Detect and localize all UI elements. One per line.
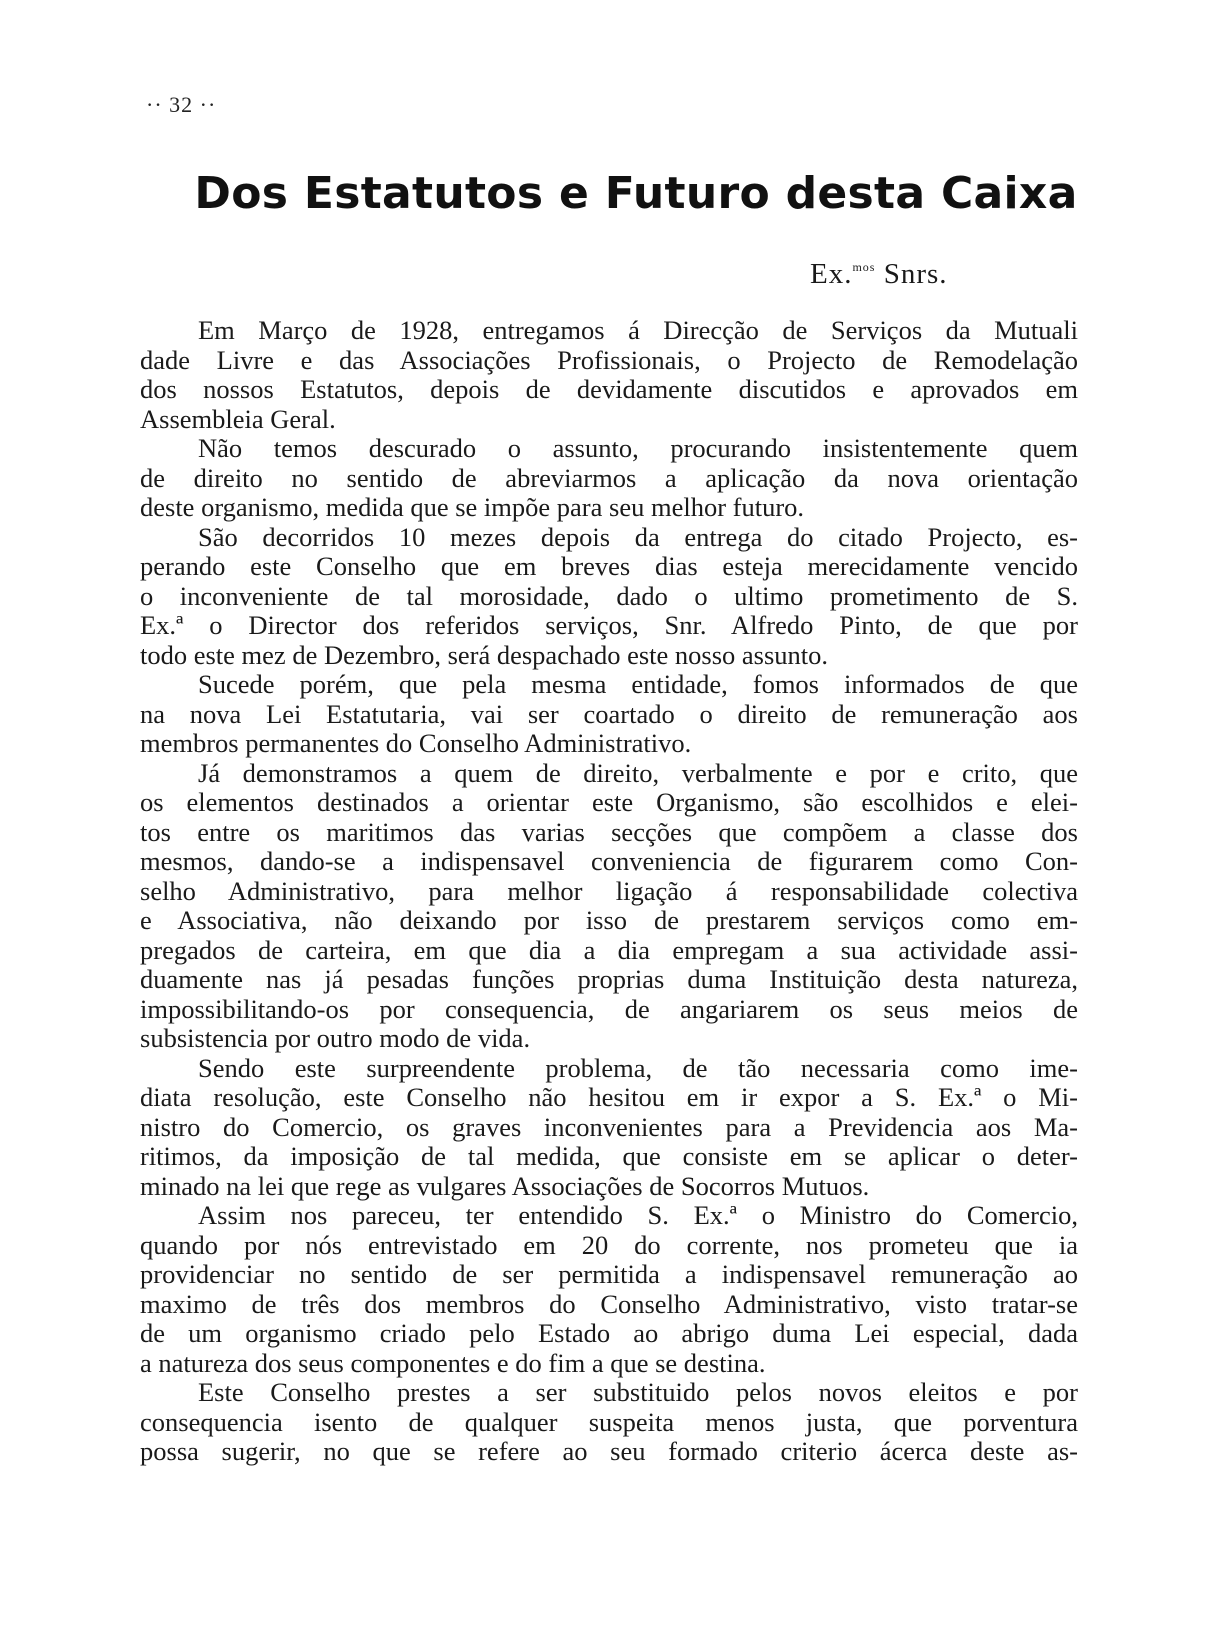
text-line: subsistencia por outro modo de vida. bbox=[140, 1023, 531, 1053]
text-line: Ex.ª o Director dos referidos serviços, Snr. Alfredo Pinto, de que por bbox=[140, 610, 1078, 640]
text-line: pregados de carteira, em que dia a dia empregam a sua actividade assi- bbox=[140, 934, 1078, 965]
text-line: Assim nos pareceu, ter entendido S. Ex.ª o Ministro do Comercio, bbox=[198, 1200, 1078, 1230]
text-line: duamente nas já pesadas funções proprias duma Instituição desta natureza, bbox=[140, 964, 1078, 994]
text-line: o inconveniente de tal morosidade, dado o ultimo prometimento de S. bbox=[140, 580, 1078, 611]
salutation-prefix: Ex. bbox=[810, 258, 853, 290]
text-line: Não temos descurado o assunto, procurando insistentemente quem bbox=[198, 433, 1078, 463]
text-line: e Associativa, não deixando por isso de prestarem serviços como em- bbox=[140, 905, 1078, 935]
text-line: Em Março de 1928, entregamos á Direcção de Serviços da Mutuali bbox=[198, 315, 1078, 345]
text-line: Este Conselho prestes a ser substituido pelos novos eleitos e por bbox=[198, 1377, 1078, 1407]
text-line: impossibilitando-os por consequencia, de angariarem os seus meios de bbox=[140, 993, 1078, 1024]
text-line: selho Administrativo, para melhor ligação á responsabilidade colectiva bbox=[140, 875, 1078, 906]
text-line: ritimos, da imposição de tal medida, que consiste em se aplicar o deter- bbox=[140, 1141, 1078, 1171]
text-line: os elementos destinados a orientar este Organismo, são escolhidos e elei- bbox=[140, 787, 1078, 817]
text-line: Sucede porém, que pela mesma entidade, fomos informados de que bbox=[198, 669, 1078, 699]
salutation bbox=[810, 258, 948, 291]
text-line: diata resolução, este Conselho não hesitou em ir expor a S. Ex.ª o Mi- bbox=[140, 1082, 1078, 1112]
text-line: quando por nós entrevistado em 20 do corrente, nos prometeu que ia bbox=[140, 1229, 1078, 1260]
text-line: tos entre os maritimos das varias secções que compõem a classe dos bbox=[140, 816, 1078, 847]
body-text bbox=[140, 316, 1078, 1467]
page-number: ·· 32 ·· bbox=[146, 92, 217, 117]
text-line: de direito no sentido de abreviarmos a aplicação da nova orientação bbox=[140, 462, 1078, 493]
text-line: nistro do Comercio, os graves inconvenientes para a Previdencia aos Ma- bbox=[140, 1111, 1078, 1142]
text-line: deste organismo, medida que se impõe para seu melhor futuro. bbox=[140, 492, 805, 522]
text-line: minado na lei que rege as vulgares Associações de Socorros Mutuos. bbox=[140, 1170, 870, 1201]
text-line: providenciar no sentido de ser permitida a indispensavel remuneração ao bbox=[140, 1259, 1078, 1289]
text-line: a natureza dos seus componentes e do fim a que se destina. bbox=[140, 1347, 766, 1378]
page-title: Dos Estatutos e Futuro desta Caixa bbox=[194, 168, 1078, 219]
text-line: Sendo este surpreendente problema, de tão necessaria como ime- bbox=[198, 1052, 1078, 1083]
text-line: maximo de três dos membros do Conselho Administrativo, visto tratar-se bbox=[140, 1288, 1078, 1319]
salutation-suffix: Snrs. bbox=[883, 258, 948, 290]
text-line: de um organismo criado pelo Estado ao abrigo duma Lei especial, dada bbox=[140, 1318, 1078, 1348]
text-line: Já demonstramos a quem de direito, verbalmente e por e crito, que bbox=[198, 757, 1078, 788]
text-line: perando este Conselho que em breves dias esteja merecidamente vencido bbox=[140, 551, 1078, 581]
text-line: na nova Lei Estatutaria, vai ser coartado o direito de remuneração aos bbox=[140, 698, 1078, 729]
text-line: dade Livre e das Associações Profissionais, o Projecto de Remodelação bbox=[140, 344, 1078, 375]
text-line: consequencia isento de qualquer suspeita menos justa, que porventura bbox=[140, 1406, 1078, 1437]
text-line: dos nossos Estatutos, depois de devidamente discutidos e aprovados em bbox=[140, 374, 1078, 404]
text-line: Assembleia Geral. bbox=[140, 403, 336, 434]
text-line: mesmos, dando-se a indispensavel conveniencia de figurarem como Con- bbox=[140, 846, 1078, 876]
text-line: possa sugerir, no que se refere ao seu formado criterio ácerca deste as- bbox=[140, 1436, 1078, 1466]
text-line: São decorridos 10 mezes depois da entrega do citado Projecto, es- bbox=[198, 521, 1078, 552]
salutation-superscript: mos bbox=[852, 260, 876, 274]
text-line: membros permanentes do Conselho Administrativo. bbox=[140, 728, 692, 758]
text-line: todo este mez de Dezembro, será despachado este nosso assunto. bbox=[140, 639, 829, 670]
